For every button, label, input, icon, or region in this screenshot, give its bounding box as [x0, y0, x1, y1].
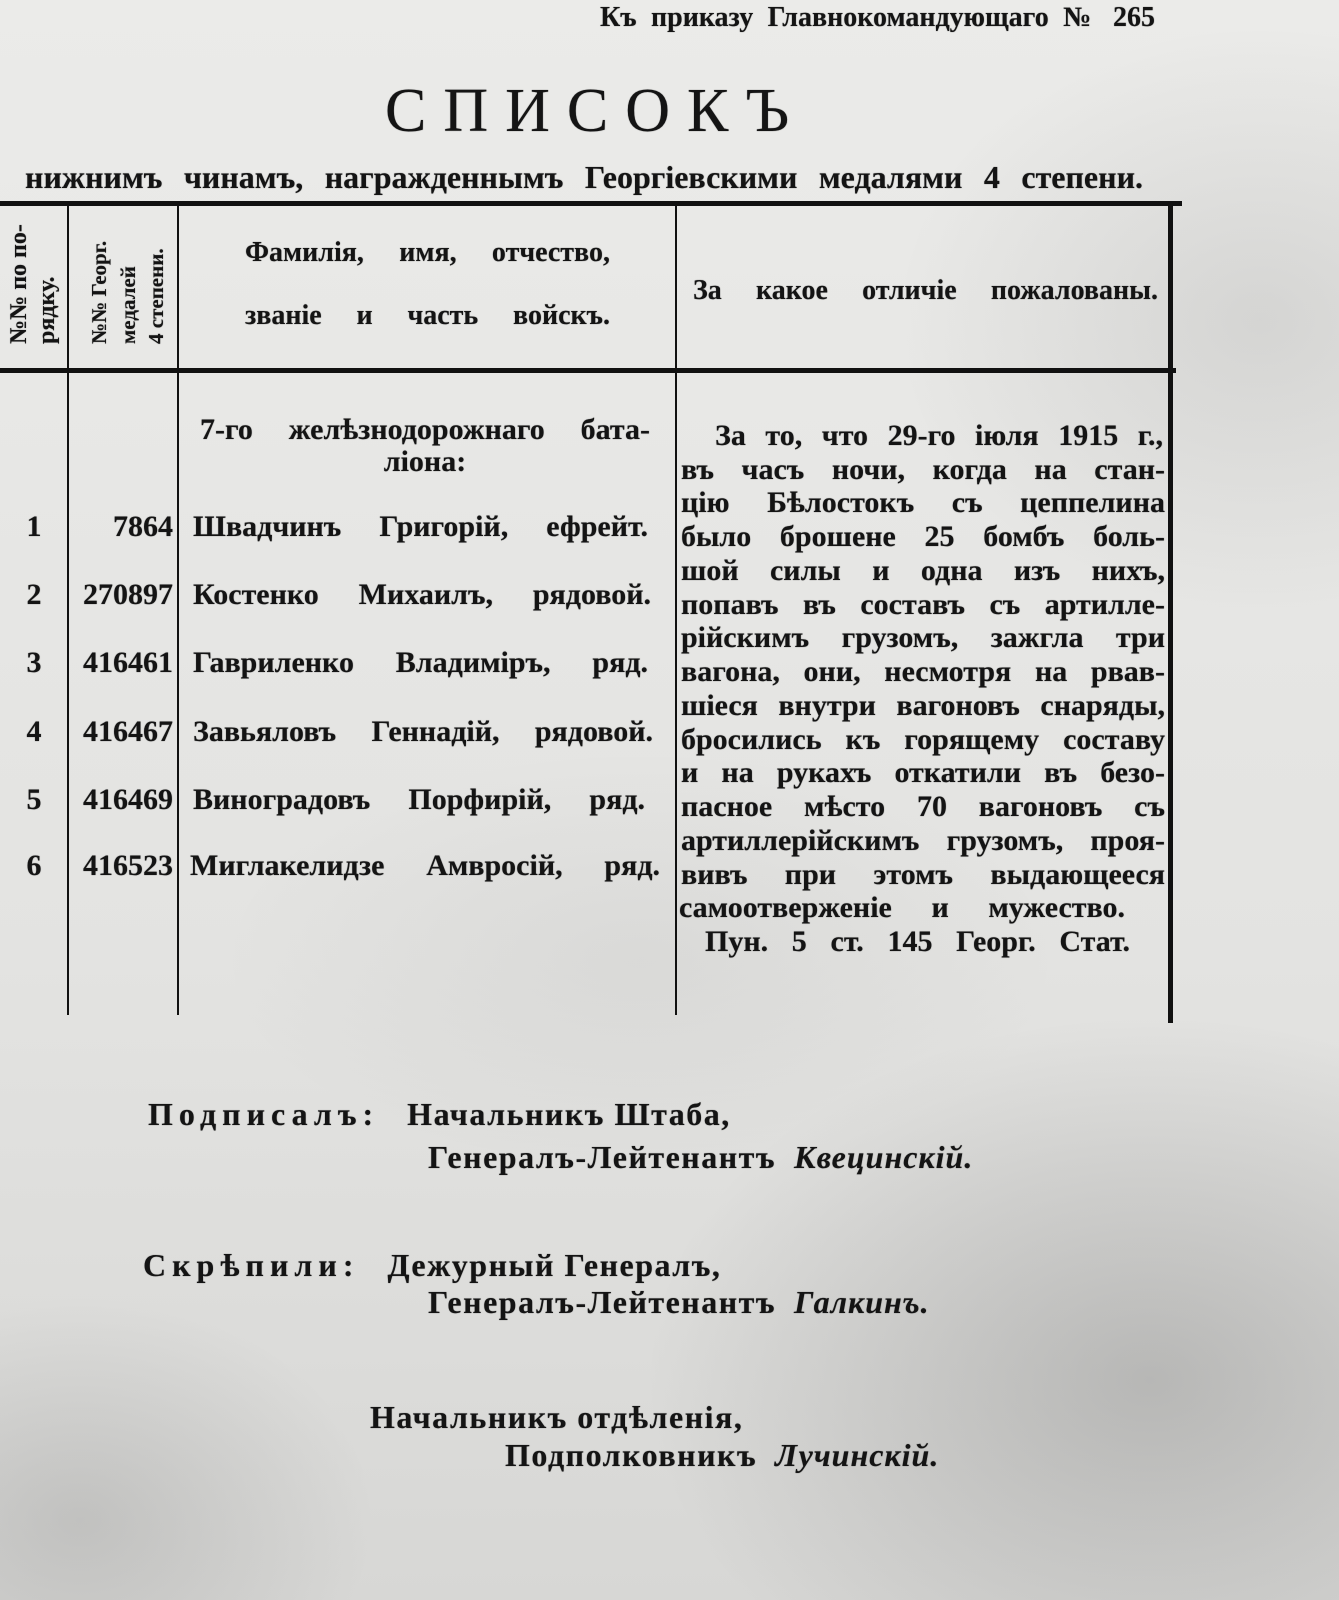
distinction-line: цію Бѣлостокъ съ цеппелина — [681, 486, 1165, 519]
row-order-number: 2 — [26, 578, 42, 611]
header-name-line-1: Фамилія, имя, отчество, — [245, 237, 610, 268]
row-name: Завьяловъ Геннадій, рядовой. — [193, 715, 653, 748]
distinction-line: въ часъ ночи, когда на стан- — [681, 453, 1165, 486]
distinction-line: было брошене 25 бомбъ боль- — [681, 520, 1165, 553]
signature-position: Начальникъ отдѣленія, — [370, 1399, 744, 1435]
row-order-number: 1 — [26, 510, 42, 543]
table-right-rule — [1168, 203, 1173, 1023]
row-medal-number: 416469 — [83, 783, 173, 816]
row-order-number: 3 — [26, 646, 42, 679]
row-medal-number: 416461 — [83, 646, 173, 679]
signature-line — [143, 1249, 721, 1281]
distinction-line: вивъ при этомъ выдающееся — [681, 858, 1165, 891]
distinction-line: артиллерійскимъ грузомъ, проя- — [681, 824, 1165, 857]
signature-line — [370, 1401, 743, 1433]
signature-line — [505, 1439, 939, 1471]
row-medal-number: 270897 — [83, 578, 173, 611]
row-name: Миглакелидзе Амвросій, ряд. — [190, 849, 660, 882]
distinction-line: и на рукахъ откатили въ безо- — [681, 756, 1165, 789]
signature-name: Лучинскій. — [775, 1437, 940, 1473]
distinction-line: самоотверженіе и мужество. — [679, 891, 1125, 924]
distinction-line: пасное мѣсто 70 вагоновъ съ — [681, 790, 1165, 823]
signature-line — [428, 1141, 973, 1173]
signature-rank: Генералъ-Лейтенантъ — [428, 1284, 777, 1320]
row-medal-number: 416467 — [83, 715, 173, 748]
row-name: Швадчинъ Григорій, ефрейт. — [193, 510, 648, 543]
row-order-number: 4 — [26, 715, 42, 748]
header-medal-number-line: медалей — [115, 266, 140, 344]
distinction-line: вагона, они, несмотря на рвав- — [681, 655, 1165, 688]
row-name: Костенко Михаилъ, рядовой. — [193, 578, 651, 611]
row-order-number: 6 — [26, 849, 42, 882]
unit-heading-line-2: ліона: — [383, 445, 467, 478]
distinction-line: бросились къ горящему составу — [681, 723, 1165, 756]
unit-heading-line-1: 7-го желѣзнодорожнаго бата- — [200, 413, 650, 446]
signature-position: Дежурный Генералъ, — [387, 1247, 722, 1283]
distinction-line: шой силы и одна изъ нихъ, — [681, 554, 1165, 587]
signature-label: Подписалъ: — [148, 1096, 380, 1132]
order-reference: Къ приказу Главнокомандующаго № 265 — [600, 2, 1155, 33]
distinction-line: шіеся внутри вагоновъ снаряды, — [681, 689, 1165, 722]
signature-position: Начальникъ Штаба, — [407, 1096, 731, 1132]
signature-line — [428, 1286, 930, 1318]
column-divider-3 — [675, 203, 677, 1015]
row-name: Виноградовъ Порфирій, ряд. — [193, 783, 645, 816]
signature-label: Скрѣпили: — [143, 1247, 360, 1283]
header-distinction: За какое отличіе пожалованы. — [693, 275, 1158, 306]
header-name-line-2: званіе и часть войскъ. — [245, 300, 610, 331]
header-order-number-line: №№ по по- — [6, 224, 33, 344]
signature-name: Галкинъ. — [794, 1284, 930, 1320]
row-order-number: 5 — [26, 783, 42, 816]
header-medal-number — [75, 206, 181, 366]
statute-reference: Пун. 5 ст. 145 Георг. Стат. — [705, 925, 1130, 958]
header-order-number-line: рядку. — [34, 276, 60, 344]
distinction-line: За то, что 29-го іюля 1915 г., — [715, 419, 1163, 452]
signature-rank: Подполковникъ — [505, 1437, 758, 1473]
distinction-line: попавъ въ составъ съ артилле- — [681, 588, 1165, 621]
header-medal-number-line: 4 степени. — [144, 248, 169, 344]
header-order-number — [0, 206, 68, 366]
header-medal-number-line: №№ Георг. — [87, 240, 112, 344]
row-name: Гавриленко Владиміръ, ряд. — [193, 646, 648, 679]
distinction-line: рійскимъ грузомъ, зажгла три — [681, 621, 1165, 654]
signature-line — [148, 1098, 731, 1130]
signature-rank: Генералъ-Лейтенантъ — [428, 1139, 777, 1175]
row-medal-number: 416523 — [83, 849, 173, 882]
row-medal-number: 7864 — [113, 510, 173, 543]
document-subtitle: нижнимъ чинамъ, награжденнымъ Георгіевскими медалями 4 степени. — [25, 159, 1143, 195]
signature-name: Квецинскій. — [794, 1139, 974, 1175]
document-title: СПИСОКЪ — [385, 77, 807, 145]
